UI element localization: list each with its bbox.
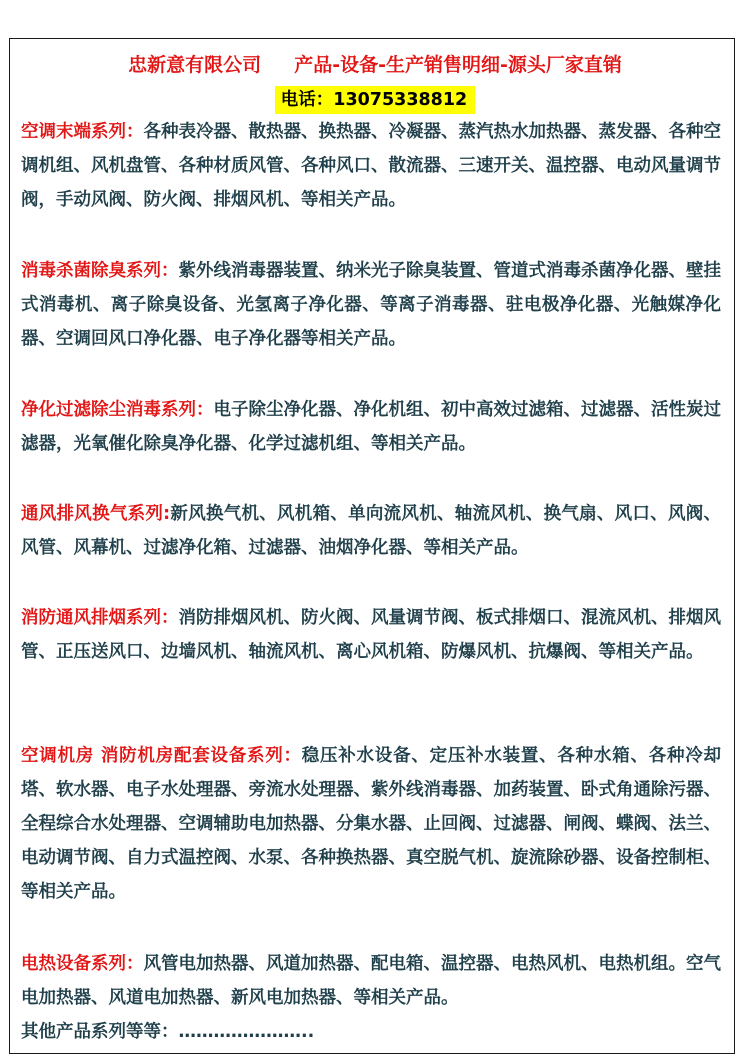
section-machine-room: [21, 739, 721, 909]
phone-highlight: [275, 86, 475, 114]
section-text: 风管电加热器、风道加热器、配电箱、温控器、电热风机、电热机组。空气电加热器、风道电加热器、新风电加热器、等相关产品。: [21, 954, 721, 1008]
section-text: 新风换气机、风机箱、单向流风机、轴流风机、换气扇、风口、风阀、风管、风幕机、过滤净化箱、过滤器、油烟净化器、等相关产品。: [21, 504, 722, 558]
section-hvac-terminal: [21, 115, 721, 217]
phone-line: [0, 86, 750, 114]
section-text: 消防排烟风机、防火阀、风量调节阀、板式排烟口、混流风机、排烟风管、正压送风口、边墙风机、轴流风机、离心风机箱、防爆风机、抗爆阀、等相关产品。: [21, 608, 721, 662]
section-text: 电子除尘净化器、净化机组、初中高效过滤箱、过滤器、活性炭过滤器，光氧催化除臭净化器、化学过滤机组、等相关产品。: [21, 400, 721, 454]
phone-label: 电话：: [280, 90, 334, 110]
section-filtration: [21, 393, 721, 461]
section-label: 消毒杀菌除臭系列：: [21, 261, 179, 281]
company-name: 忠新意有限公司: [128, 54, 262, 76]
section-label: 电热设备系列：: [21, 954, 144, 974]
other-products-line: 其他产品系列等等：…………………..: [21, 1022, 315, 1042]
document-title: 产品-设备-生产销售明细-源头厂家直销: [294, 54, 622, 76]
section-label: 通风排风换气系列:: [21, 504, 171, 524]
section-label: 空调末端系列：: [21, 122, 144, 142]
section-electric-heating: [21, 947, 721, 1015]
section-label: 空调机房 消防机房配套设备系列：: [21, 746, 302, 766]
section-disinfection: [21, 254, 721, 356]
section-fire-smoke: [21, 601, 721, 669]
section-ventilation: [21, 497, 721, 565]
section-text: 紫外线消毒器装置、纳米光子除臭装置、管道式消毒杀菌净化器、壁挂式消毒机、离子除臭设备、光氢离子净化器、等离子消毒器、驻电极净化器、光触媒净化器、空调回风口净化器、电子净化器等相关产品。: [21, 261, 721, 349]
header-title: [0, 50, 750, 77]
section-text: 各种表冷器、散热器、换热器、冷凝器、蒸汽热水加热器、蒸发器、各种空调机组、风机盘管、各种材质风管、各种风口、散流器、三速开关、温控器、电动风量调节阀，手动风阀、防火阀、排烟风机、等相关产品。: [21, 122, 721, 210]
section-label: 消防通风排烟系列：: [21, 608, 179, 628]
section-label: 净化过滤除尘消毒系列：: [21, 400, 214, 420]
section-text: 稳压补水设备、定压补水装置、各种水箱、各种冷却塔、软水器、电子水处理器、旁流水处理器、紫外线消毒器、加药装置、卧式角通除污器、全程综合水处理器、空调辅助电加热器、分集水器、止回阀、过滤器、闸阀、蝶阀、法兰、电动调节阀、自力式温控阀、水泵、各种换热器、真空脱气机、旋流除砂器、设备控制柜、等相关产品。: [21, 746, 721, 902]
phone-number: 13075338812: [333, 90, 468, 110]
